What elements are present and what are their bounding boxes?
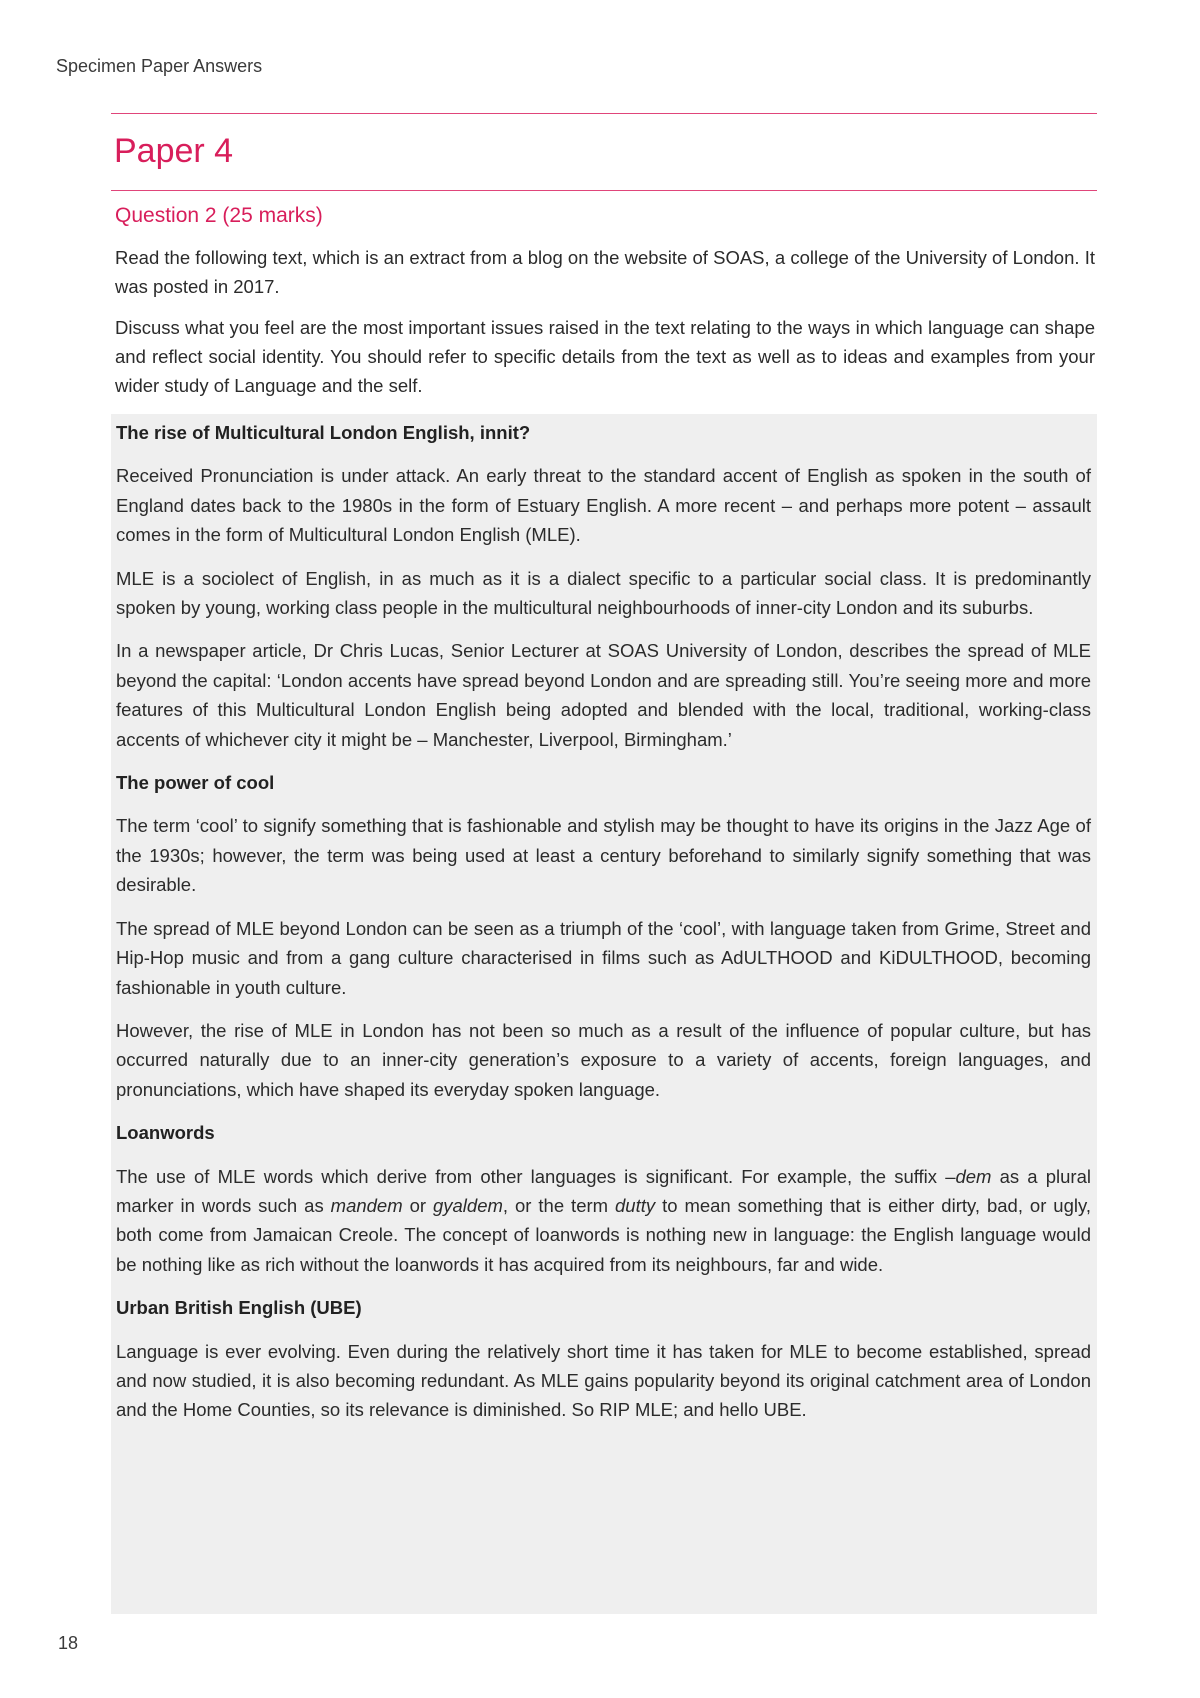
extract-paragraph: Language is ever evolving. Even during the relatively short time it has taken for MLE to become established, spread and now studied, it is also becoming redundant. As MLE gains popularity beyond its original catchment area of London and the Home Counties, so its relevance is diminished. So RIP MLE; and hello UBE. <box>116 1340 1091 1421</box>
extract-title: The rise of Multicultural London English, innit? <box>116 422 531 443</box>
intro-paragraph: Discuss what you feel are the most important issues raised in the text relating to the ways in which language can shape and reflect social identity. You should refer to specific details from the text as well as to ideas and examples from your wider study of Language and the self. <box>115 317 1095 396</box>
section-heading: Urban British English (UBE) <box>116 1297 362 1319</box>
extract-paragraph: The spread of MLE beyond London can be seen as a triumph of the ‘cool’, with language taken from Grime, Street and Hip-Hop music and from a gang culture characterised in films such as AdULTHOOD and KiDULTHOOD, becoming fashionable in youth culture. <box>116 917 1091 998</box>
extract-paragraph: However, the rise of MLE in London has not been so much as a result of the influence of popular culture, but has occurred naturally due to an inner-city generation’s exposure to a variety of accents, foreign languages, and pronunciations, which have shaped its everyday spoken language. <box>116 1019 1091 1100</box>
section-heading: The power of cool <box>116 772 275 794</box>
text-run: as a plural marker in words such as <box>116 1165 1091 1216</box>
title-divider <box>111 190 1097 191</box>
text-run: or <box>402 1194 433 1216</box>
italic-term: dutty <box>615 1194 656 1216</box>
text-run: The use of MLE words which derive from other languages is significant. For example, the suffix – <box>116 1165 956 1187</box>
top-divider <box>111 113 1097 114</box>
question-heading: Question 2 (25 marks) <box>115 204 323 227</box>
running-header: Specimen Paper Answers <box>56 56 263 76</box>
italic-term: mandem <box>330 1194 403 1216</box>
page-number: 18 <box>58 1633 79 1653</box>
question-instructions <box>115 243 1095 412</box>
extract-paragraph <box>116 1162 1091 1280</box>
italic-term: gyaldem <box>432 1194 503 1216</box>
section-heading: Loanwords <box>116 1122 215 1144</box>
extract-paragraph: The term ‘cool’ to signify something that is fashionable and stylish may be thought to have its origins in the Jazz Age of the 1930s; however, the term was being used at least a century beforehand to similarly signify something that was desirable. <box>116 815 1091 896</box>
text-run: to mean something that is either dirty, bad, or ugly, both come from Jamaican Creole. The concept of loanwords is nothing new in language: the English language would be nothing like as rich without the loanwords it has acquired from its neighbours, far and wide. <box>116 1194 1091 1275</box>
italic-term: dem <box>955 1165 992 1187</box>
extract-paragraph: Received Pronunciation is under attack. An early threat to the standard accent of English as spoken in the south of England dates back to the 1980s in the form of Estuary English. A more recent – and perhaps more potent – assault comes in the form of Multicultural London English (MLE). <box>116 465 1091 546</box>
page-title: Paper 4 <box>114 132 234 170</box>
extract-paragraph: MLE is a sociolect of English, in as much as it is a dialect specific to a particular social class. It is predominantly spoken by young, working class people in the multicultural neighbourhoods of inner-city London and its suburbs. <box>116 567 1091 619</box>
extract-paragraph: In a newspaper article, Dr Chris Lucas, Senior Lecturer at SOAS University of London, describes the spread of MLE beyond the capital: ‘London accents have spread beyond London and are spreading still. You’re seeing more and more features of this Multicultural London English being adopted and blended with the local, traditional, working-class accents of whichever city it might be – Manchester, Liverpool, Birmingham.’ <box>116 640 1091 750</box>
text-run: , or the term <box>502 1194 616 1216</box>
source-extract <box>111 414 1097 1614</box>
intro-paragraph: Read the following text, which is an extract from a blog on the website of SOAS, a college of the University of London. It was posted in 2017. <box>115 247 1095 297</box>
